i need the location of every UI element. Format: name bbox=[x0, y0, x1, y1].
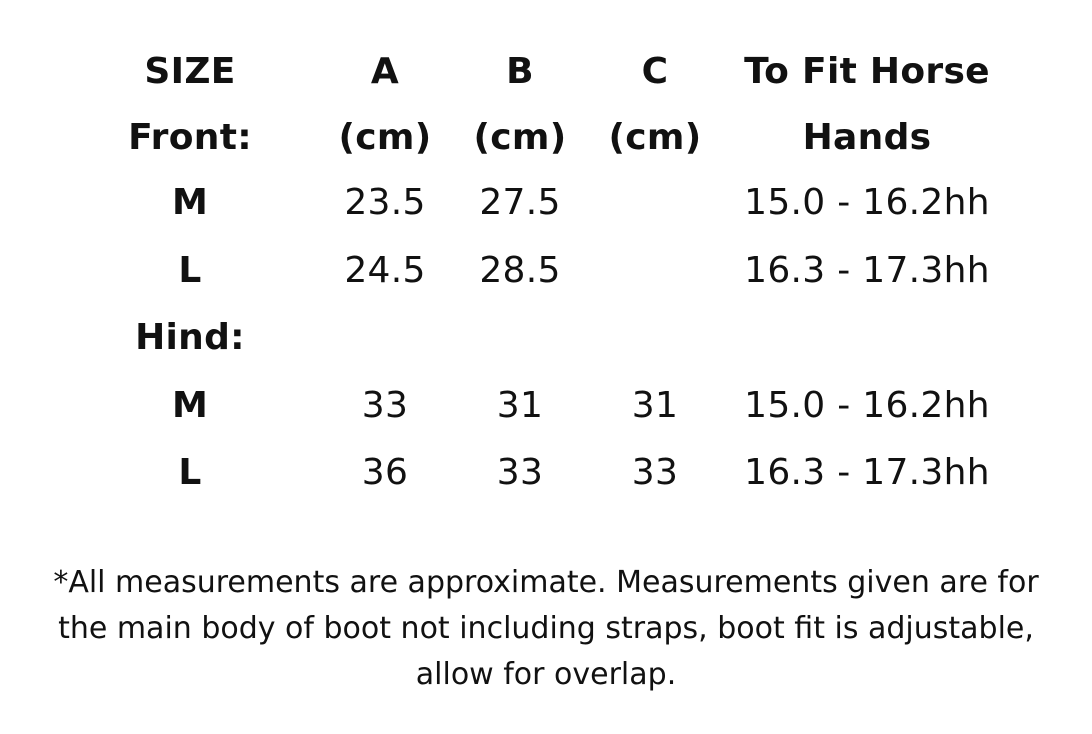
disclaimer-line: *All measurements are approximate. Measurements given are for bbox=[53, 565, 1039, 600]
row-value-a: 23.5 bbox=[344, 182, 426, 223]
header-b: B bbox=[506, 51, 534, 92]
unit-hands: Hands bbox=[802, 117, 932, 158]
row-size: L bbox=[178, 452, 202, 493]
row-value-c: 33 bbox=[631, 452, 679, 493]
front-section-label: Front: bbox=[128, 117, 252, 158]
unit-a: (cm) bbox=[338, 117, 432, 158]
hind-section-label: Hind: bbox=[135, 317, 245, 358]
unit-b: (cm) bbox=[473, 117, 567, 158]
row-value-a: 24.5 bbox=[344, 250, 426, 291]
row-fit-range: 15.0 - 16.2hh bbox=[744, 385, 990, 426]
table-row bbox=[0, 173, 1092, 233]
table-row bbox=[0, 241, 1092, 301]
row-fit-range: 15.0 - 16.2hh bbox=[744, 182, 990, 223]
row-fit-range: 16.3 - 17.3hh bbox=[744, 452, 990, 493]
table-subheader-row bbox=[0, 108, 1092, 168]
row-size: M bbox=[171, 385, 209, 426]
row-value-a: 36 bbox=[361, 452, 409, 493]
row-size: M bbox=[171, 182, 209, 223]
table-row bbox=[0, 443, 1092, 503]
measurement-disclaimer bbox=[40, 560, 1052, 698]
header-a: A bbox=[370, 51, 400, 92]
table-row bbox=[0, 376, 1092, 436]
disclaimer-line: allow for overlap. bbox=[415, 657, 677, 692]
row-value-b: 31 bbox=[496, 385, 544, 426]
row-value-b: 28.5 bbox=[479, 250, 561, 291]
row-value-a: 33 bbox=[361, 385, 409, 426]
header-to-fit-horse: To Fit Horse bbox=[744, 51, 990, 92]
row-value-b: 27.5 bbox=[479, 182, 561, 223]
header-c: C bbox=[641, 51, 669, 92]
header-size: SIZE bbox=[144, 51, 236, 92]
unit-c: (cm) bbox=[608, 117, 702, 158]
hind-section-row bbox=[0, 308, 1092, 368]
row-value-b: 33 bbox=[496, 452, 544, 493]
disclaimer-line: the main body of boot not including straps, boot fit is adjustable, bbox=[58, 611, 1034, 646]
row-fit-range: 16.3 - 17.3hh bbox=[744, 250, 990, 291]
table-header-row bbox=[0, 42, 1092, 102]
row-value-c: 31 bbox=[631, 385, 679, 426]
row-size: L bbox=[178, 250, 202, 291]
